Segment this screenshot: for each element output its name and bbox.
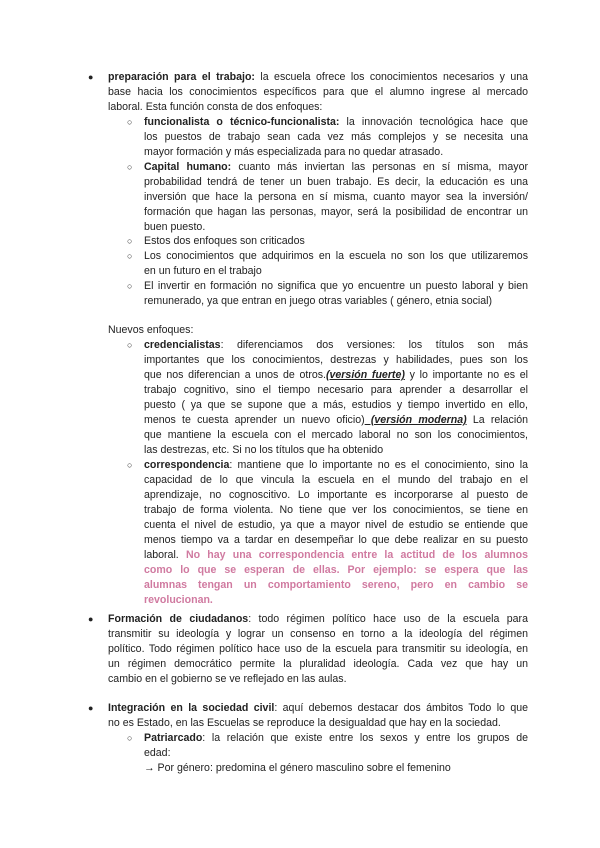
cred-line4: trabajo cognitivo, sino el tiempo necesario para aprender a desarrollar el xyxy=(144,384,528,396)
corr-highlight: No hay una correspondencia entre la actitud de los alumnos xyxy=(178,549,528,561)
bullet-circle: ○ xyxy=(127,236,133,246)
bullet-disc: ● xyxy=(88,72,94,82)
sub5-line1: El invertir en formación no significa que yo encuentre un puesto laboral y bien xyxy=(144,280,528,292)
corr-line8: como lo que se esperan de ellas. Por ejemplo: se espera que las xyxy=(144,564,528,576)
section1-line1: preparación para el trabajo: la escuela ofrece los conocimientos necesarios y una xyxy=(108,71,528,83)
cred-line6: menos te cuesta aprender un nuevo oficio) (versión moderna) La relación xyxy=(144,414,528,426)
corr-line3: aprendizaje, no cognoscitivo. Lo importante es incorporarse al puesto de xyxy=(144,489,528,501)
bullet-disc: ● xyxy=(88,614,94,624)
version-fuerte: (versión fuerte) xyxy=(326,369,405,381)
patr-title: Patriarcado xyxy=(144,732,203,744)
patr-line2: edad: xyxy=(144,747,171,759)
version-moderna: (versión moderna) xyxy=(364,414,467,426)
corr-line10: revolucionan. xyxy=(144,594,213,606)
bullet-circle: ○ xyxy=(127,340,133,350)
sub1-line1: funcionalista o técnico-funcionalista: la innovación tecnológica hace que xyxy=(144,116,528,128)
patr-line3: → Por género: predomina el género masculino sobre el femenino xyxy=(144,762,451,774)
section2-line4: un régimen democrático permite la pluralidad ideología. Cada vez que hay un xyxy=(108,658,528,670)
bullet-disc: ● xyxy=(88,703,94,713)
sub4-line2: en un futuro en el trabajo xyxy=(144,265,262,277)
corr-line6: menos tiempo va a tardar en desempeñar lo que debe realizar en su puesto xyxy=(144,534,528,546)
sub1-line3: mayor formación y más especializada para no quedar atrasado. xyxy=(144,146,444,158)
sub1-line2: los puestos de trabajo sean cada vez más complejos y se necesita una xyxy=(144,131,528,143)
cred-line1: credencialistas: diferenciamos dos versiones: los títulos son más xyxy=(144,339,528,351)
section2-title: Formación de ciudadanos xyxy=(108,613,249,625)
section3-line1: Integración en la sociedad civil: aquí debemos destacar dos ámbitos Todo lo que xyxy=(108,702,528,714)
corr-title: correspondencia xyxy=(144,459,230,471)
cred-line8: las destrezas, etc. Si no los títulos que ha obtenido xyxy=(144,444,384,456)
corr-line9: alumnas tengan un comportamiento sereno, pero en cambio se xyxy=(144,579,528,591)
section3-line2: no es Estado, en las Escuelas se reproduce la desigualdad que hay en la sociedad. xyxy=(108,717,501,729)
corr-line7: laboral. No hay una correspondencia entre la actitud de los alumnos xyxy=(144,549,528,561)
sub2-title: Capital humano: xyxy=(144,161,232,173)
bullet-circle: ○ xyxy=(127,162,133,172)
sub2-line2: probabilidad tendrá de tener un buen trabajo. Es decir, la educación es una xyxy=(144,176,528,188)
sub2-line1: Capital humano: cuanto más inviertan las personas en sí misma, mayor xyxy=(144,161,528,173)
bullet-circle: ○ xyxy=(127,251,133,261)
section2-line2: transmitir su ideología y lograr un consenso en torno a la ideología del régimen xyxy=(108,628,528,640)
cred-line7: que mantiene la escuela con el mercado laboral no son los conocimientos, xyxy=(144,429,528,441)
sub2-line4: formación que hagan las personas, mayor, será la posibilidad de encontrar un xyxy=(144,206,528,218)
corr-line4: trabajo de forma violenta. No tiene que ver los conocimientos, se tiene en xyxy=(144,504,528,516)
patr-line1: Patriarcado: la relación que existe entre los sexos y entre los grupos de xyxy=(144,732,528,744)
sub2-line5: buen puesto. xyxy=(144,221,206,233)
cred-title: credencialistas xyxy=(144,339,221,351)
section1-title: preparación para el trabajo: xyxy=(108,71,255,83)
bullet-circle: ○ xyxy=(127,281,133,291)
corr-line1: correspondencia: mantiene que lo importante no es el conocimiento, sino la xyxy=(144,459,528,471)
sub1-title: funcionalista o técnico-funcionalista: xyxy=(144,116,340,128)
corr-line5: cuenta el nivel de estudio, ya que a mayor nivel de estudio se entiende que xyxy=(144,519,528,531)
nuevos-enfoques-heading: Nuevos enfoques: xyxy=(108,324,194,336)
section3-title: Integración en la sociedad civil xyxy=(108,702,275,714)
bullet-circle: ○ xyxy=(127,733,133,743)
sub4-line1: Los conocimientos que adquirimos en la escuela no son los que utilizaremos xyxy=(144,250,528,262)
sub3-line1: Estos dos enfoques son criticados xyxy=(144,235,305,247)
section1-line3: laboral. Esta función consta de dos enfoques: xyxy=(108,101,323,113)
cred-line3: que nos diferencian a unos de otros.(versión fuerte) y lo importante no es el xyxy=(144,369,528,381)
cred-line5: puesto ( ya que se supone que a más, estudios y tiempo invertido en ello, xyxy=(144,399,528,411)
section1-line2: base hacia los conocimientos específicos para que el alumno ingrese al mercado xyxy=(108,86,528,98)
bullet-circle: ○ xyxy=(127,460,133,470)
section2-line3: político. Todo régimen político hace uso de la escuela para transmitir su ideología, en xyxy=(108,643,528,655)
section2-line1: Formación de ciudadanos: todo régimen político hace uso de la escuela para xyxy=(108,613,528,625)
corr-line2: capacidad de lo que vincula la escuela en el mundo del trabajo en el xyxy=(144,474,528,486)
sub2-line3: inversión que hace la persona en sí misma, cuanto mayor sea la inversión/ xyxy=(144,191,528,203)
section2-line5: cambio en el gobierno se ve reflejado en las aulas. xyxy=(108,673,347,685)
bullet-circle: ○ xyxy=(127,117,133,127)
cred-line2: importantes que los conocimientos, destrezas y habilidades, pues son los xyxy=(144,354,528,366)
sub5-line2: remunerado, ya que entran en juego otras variables ( género, etnia social) xyxy=(144,295,493,307)
